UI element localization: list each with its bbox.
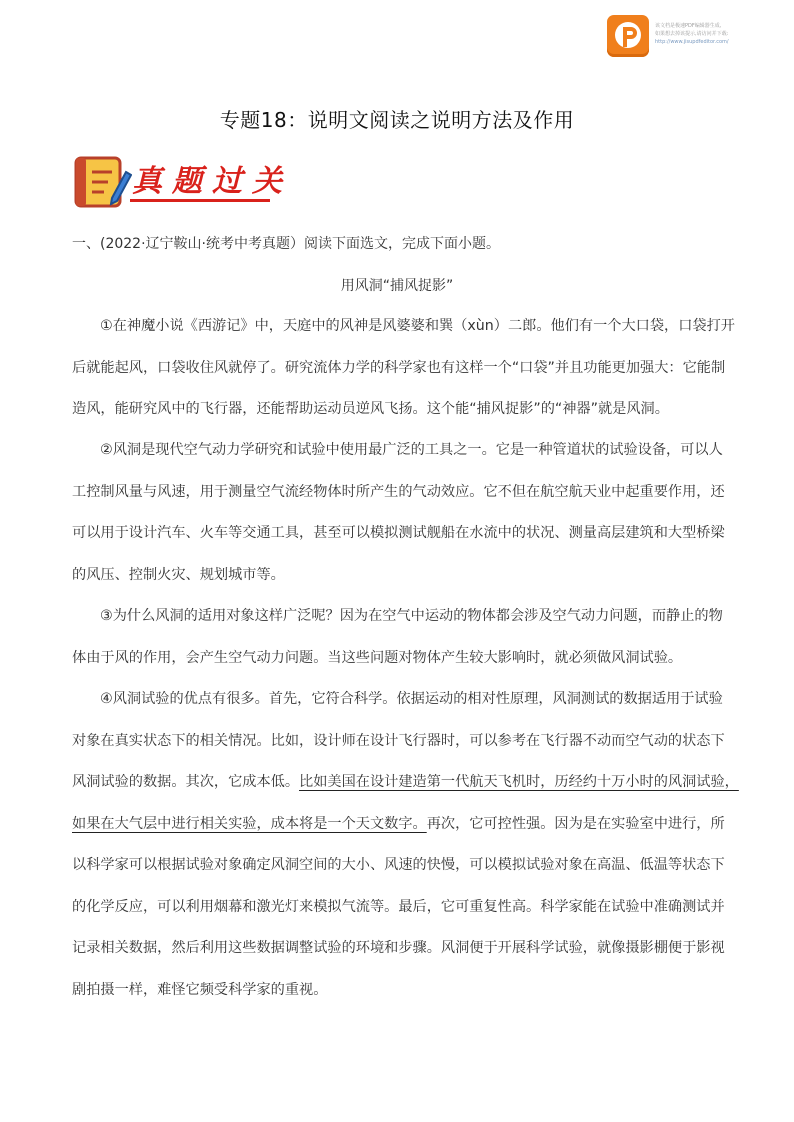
section-banner-title: 真题过关 <box>132 164 292 199</box>
paragraph-4 <box>72 679 739 1011</box>
plain-text: 再次，它可控性强。因为是在实验室中进行，所 <box>426 815 725 832</box>
underlined-sentence: 如果在大气层中进行相关实验，成本将是一个天文数字。 <box>72 815 427 832</box>
pdf-editor-logo-icon <box>607 15 649 57</box>
watermark-text <box>655 22 790 46</box>
paragraph-line <box>72 762 739 804</box>
paragraph-line: ①在神魔小说《西游记》中，天庭中的风神是风婆婆和巽（xùn）二郎。他们有一个大口袋，口袋打开 <box>100 318 735 334</box>
paragraph-line: ②风洞是现代空气动力学研究和试验中使用最广泛的工具之一。它是一种管道状的试验设备，可以人 <box>100 442 723 458</box>
watermark-line: 该文档是极速PDF编辑器生成, <box>655 23 722 29</box>
paragraph-line: 剧拍摄一样，难怪它频受科学家的重视。 <box>72 981 328 998</box>
paragraph-line: 的化学反应，可以利用烟幕和激光灯来模拟气流等。最后，它可重复性高。科学家能在试验中准确测试并 <box>72 898 725 915</box>
watermark-link[interactable]: http://www.jisupdfeditor.com/ <box>655 39 729 45</box>
underlined-sentence: 比如美国在设计建造第一代航天飞机时，历经约十万小时的风洞试验， <box>299 774 739 790</box>
paragraph-line: 体由于风的作用，会产生空气动力问题。当这些问题对物体产生较大影响时，就必须做风洞试验。 <box>72 649 683 666</box>
paragraph-line: 造风，能研究风中的飞行器，还能帮助运动员逆风飞扬。这个能“捕风捉影”的“神器”就是风洞。 <box>72 401 669 417</box>
plain-text: 风洞试验的数据。其次，它成本低。 <box>72 774 300 790</box>
paragraph-3 <box>72 596 722 679</box>
section-banner-rule <box>130 199 270 202</box>
paragraph-line: ③为什么风洞的适用对象这样广泛呢？因为在空气中运动的物体都会涉及空气动力问题，而静止的物 <box>100 608 723 624</box>
article-title: 用风洞“捕风捉影” <box>340 278 454 294</box>
paragraph-line: 记录相关数据，然后利用这些数据调整试验的环境和步骤。风洞便于开展科学试验，就像摄影棚便于影视 <box>72 940 725 956</box>
paragraph-line: 后就能起风，口袋收住风就停了。研究流体力学的科学家也有这样一个“口袋”并且功能更加强大：它能制 <box>72 359 726 376</box>
paragraph-line: 可以用于设计汽车、火车等交通工具，甚至可以模拟测试舰船在水流中的状况、测量高层建筑和大型桥梁 <box>72 525 725 541</box>
paragraph-line: 的风压、控制火灾、规划城市等。 <box>72 566 285 583</box>
paragraph-1 <box>72 306 735 431</box>
paragraph-line: 以科学家可以根据试验对象确定风洞空间的大小、风速的快慢，可以模拟试验对象在高温、低温等状态下 <box>72 857 725 873</box>
question-prompt: 一、(2022·辽宁鞍山·统考中考真题）阅读下面选文，完成下面小题。 <box>72 236 500 252</box>
page-title: 专题18：说明文阅读之说明方法及作用 <box>219 108 575 132</box>
notebook-pencil-icon <box>72 152 132 212</box>
paragraph-line: 工控制风量与风速，用于测量空气流经物体时所产生的气动效应。它不但在航空航天业中起重要作用，还 <box>72 483 725 500</box>
watermark-line: 如果想去掉该提示,请访问并下载: <box>655 31 729 37</box>
paragraph-line <box>72 804 725 846</box>
paragraph-line: 对象在真实状态下的相关情况。比如，设计师在设计飞行器时，可以参考在飞行器不动而空气动的状态下 <box>72 732 725 749</box>
paragraph-line: ④风洞试验的优点有很多。首先，它符合科学。依据运动的相对性原理，风洞测试的数据适用于试验 <box>100 691 723 707</box>
paragraph-2 <box>72 430 725 596</box>
